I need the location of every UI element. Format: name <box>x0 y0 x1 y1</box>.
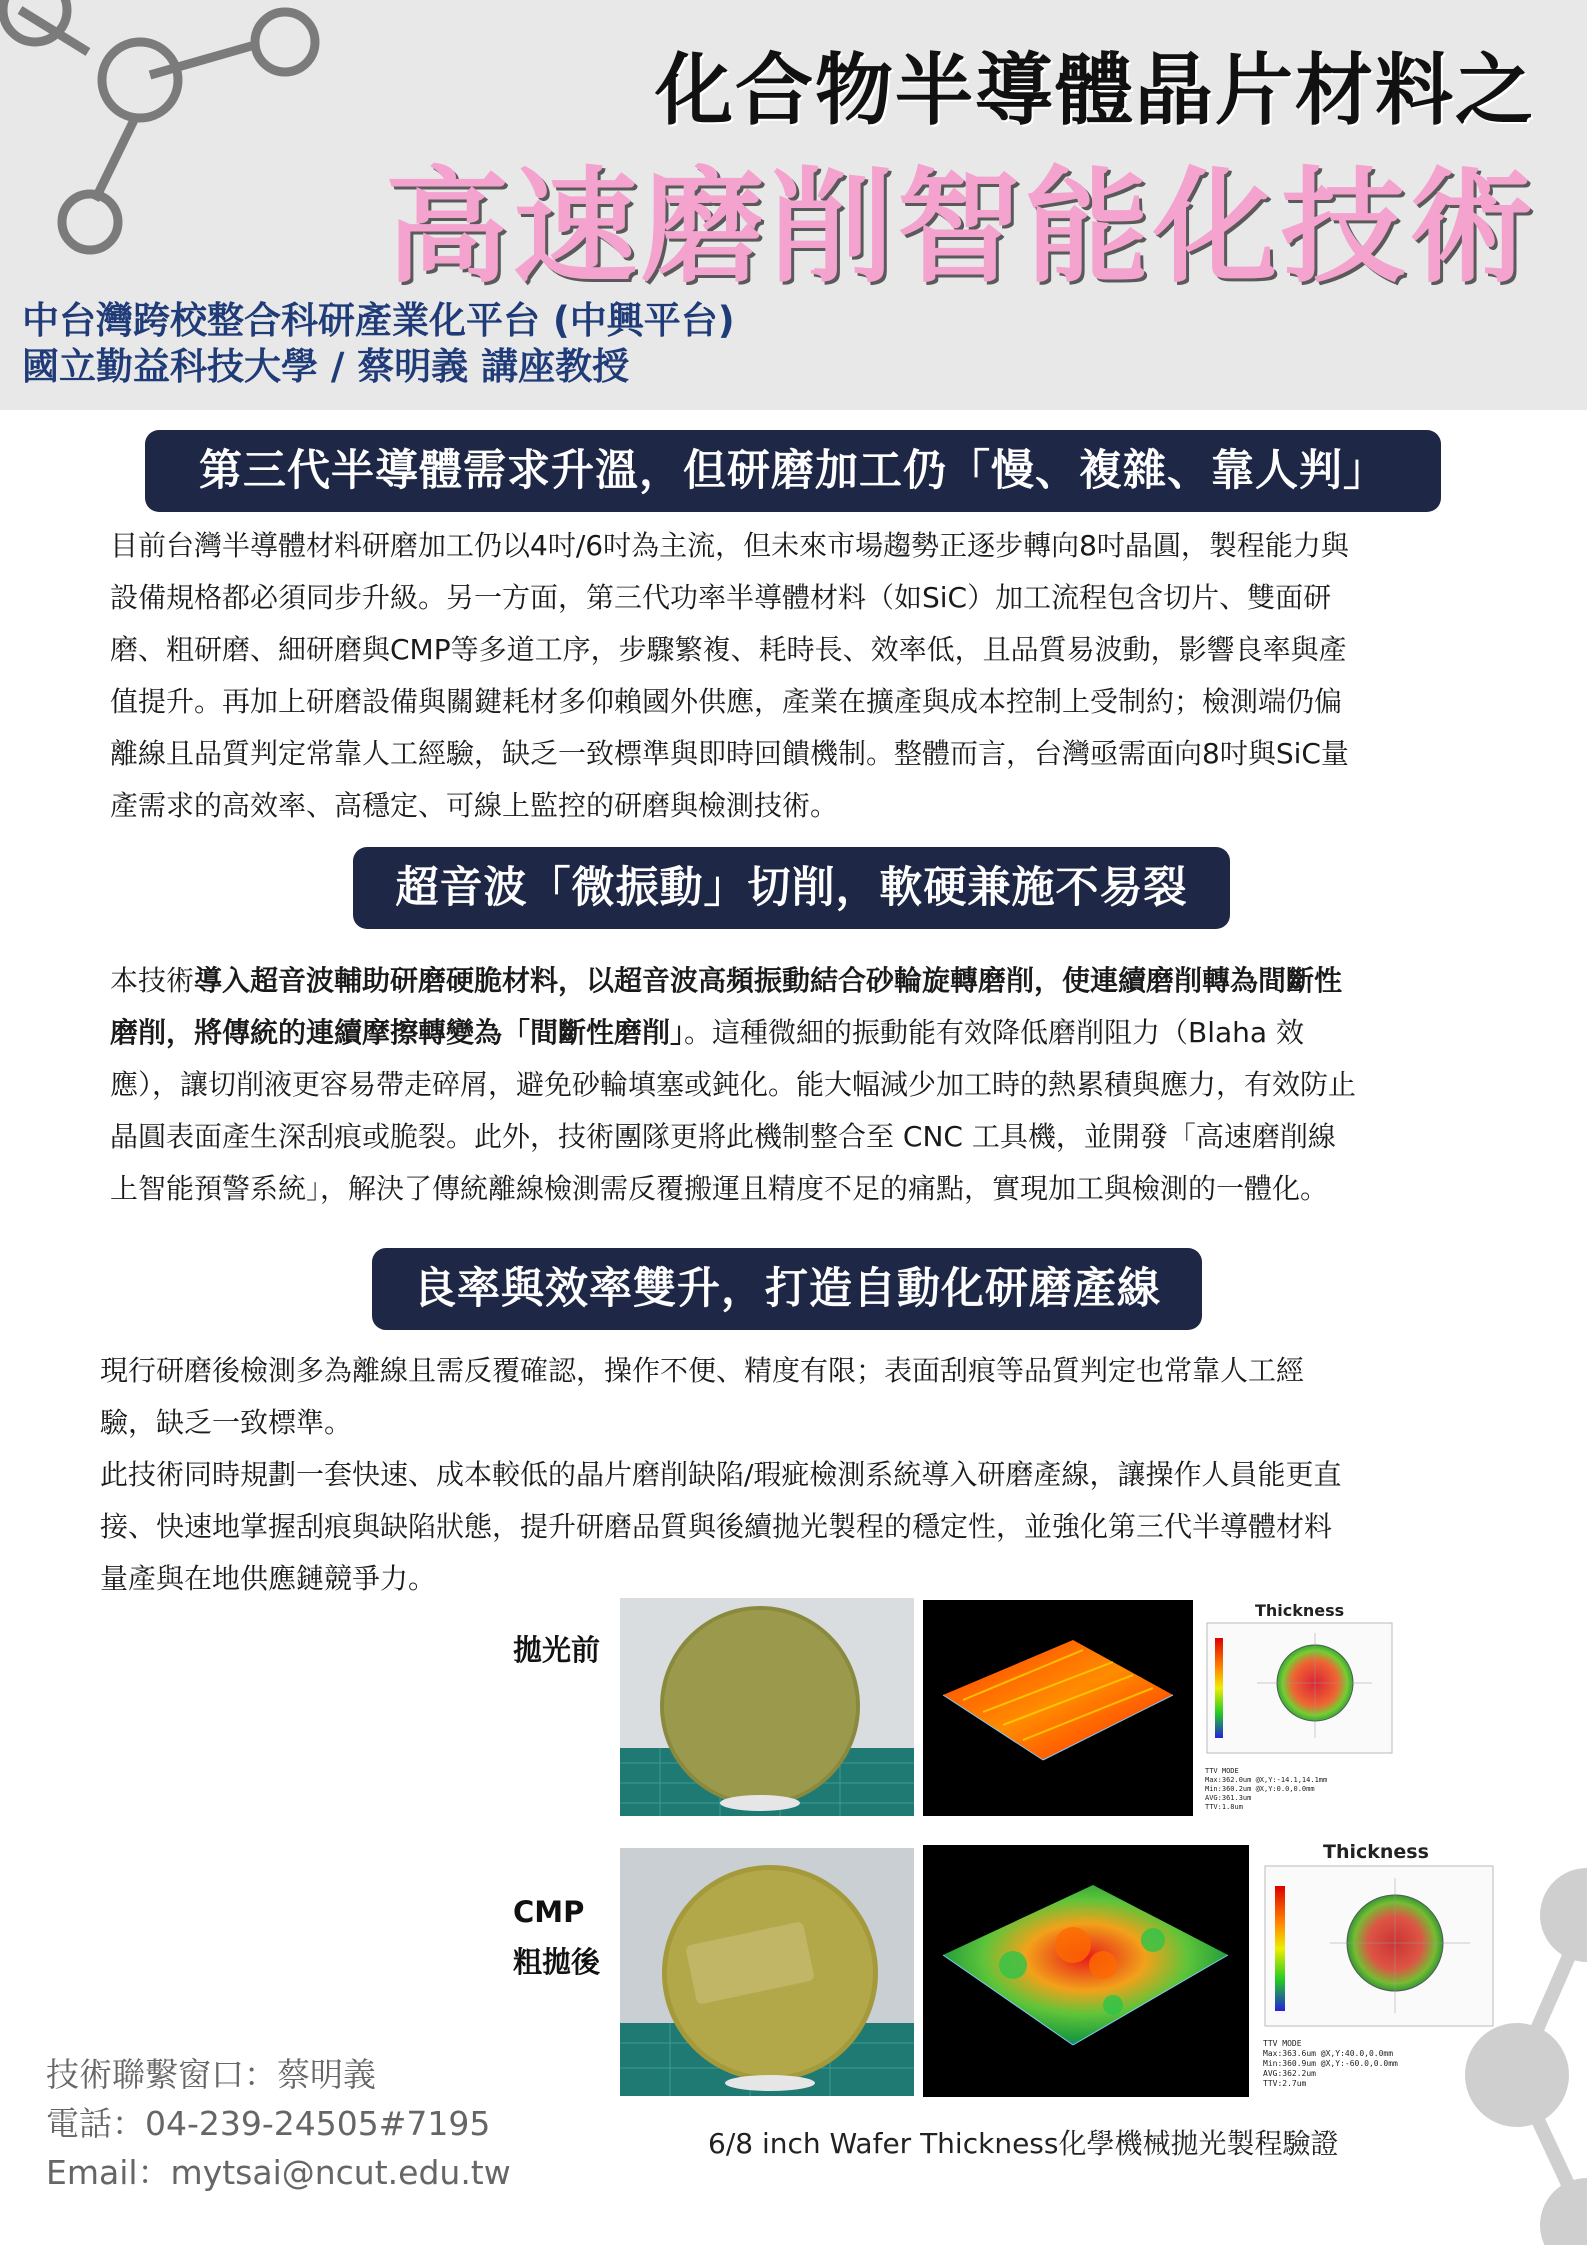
row-1-label: 拋光前 <box>513 1633 601 1667</box>
text-line: 上智能預警系統」，解決了傳統離線檢測需反覆搬運且精度不足的痛點，實現加工與檢測的一體化。 <box>110 1172 1329 1205</box>
org-line-2: 國立勤益科技大學 / 蔡明義 講座教授 <box>22 345 630 388</box>
text-line: 驗，缺乏一致標準。 <box>100 1406 353 1439</box>
wafer-photo-before <box>620 1598 914 1816</box>
organization <box>22 298 735 390</box>
bold-text: 磨削，將傳統的連續摩擦轉變為「間斷性磨削」 <box>110 1016 685 1049</box>
bold-text: 導入超音波輔助研磨硬脆材料，以超音波高頻振動結合砂輪旋轉磨削，使連續磨削轉為間斷性 <box>194 964 1343 997</box>
stat-line: Min:360.2um @X,Y:0.0,0.0mm <box>1205 1785 1315 1793</box>
figure-caption: 6/8 inch Wafer Thickness化學機械拋光製程驗證 <box>708 2127 1339 2160</box>
header-banner <box>0 0 1587 410</box>
text-line: 此技術同時規劃一套快速、成本較低的晶片磨削缺陷/瑕疵檢測系統導入研磨產線，讓操作人員能更直 <box>100 1458 1342 1491</box>
title-line-2: 高速磨削智能化技術 <box>384 156 1537 300</box>
text-line <box>110 955 1490 1007</box>
row-2-label-line-1: CMP <box>513 1895 585 1929</box>
text-segment: 。這種微細的振動能有效降低磨削阻力（Blaha 效 <box>684 1016 1304 1049</box>
text-line: 產需求的高效率、高穩定、可線上監控的研磨與檢測技術。 <box>110 789 839 822</box>
row-2-label <box>513 1887 600 1987</box>
text-line: 應），讓切削液更容易帶走碎屑，避免砂輪填塞或鈍化。能大幅減少加工時的熱累積與應力，有效防止 <box>110 1068 1357 1101</box>
section-3-heading: 良率與效率雙升，打造自動化研磨產線 <box>372 1248 1202 1330</box>
text-line: 目前台灣半導體材料研磨加工仍以4吋/6吋為主流，但未來市場趨勢正逐步轉向8吋晶圓，製程能力與 <box>110 529 1349 562</box>
row-2-label-line-2: 粗拋後 <box>513 1945 601 1979</box>
chart-title: Thickness <box>1255 1601 1345 1620</box>
contact-phone: 電話：04-239-24505#7195 <box>46 2104 491 2143</box>
contact-window: 技術聯繫窗口：蔡明義 <box>46 2055 376 2094</box>
stat-line: AVG:362.2um <box>1263 2069 1316 2078</box>
molecule-icon <box>0 0 330 260</box>
corner-molecule-icon <box>1437 1845 1587 2245</box>
stat-line: Min:360.9um @X,Y:-60.0,0.0mm <box>1263 2059 1398 2068</box>
surface-map-after-cmp <box>923 1845 1249 2097</box>
stat-line: AVG:361.3um <box>1205 1794 1252 1802</box>
text-line: 晶圓表面產生深刮痕或脆裂。此外，技術團隊更將此機制整合至 CNC 工具機，並開發「高速磨削線 <box>110 1120 1336 1153</box>
text-line: 現行研磨後檢測多為離線且需反覆確認，操作不便、精度有限；表面刮痕等品質判定也常靠人工經 <box>100 1354 1305 1387</box>
section-2-heading: 超音波「微振動」切削，軟硬兼施不易裂 <box>353 847 1230 929</box>
stat-line: TTV MODE <box>1205 1767 1239 1775</box>
section-3-body <box>100 1345 1500 1605</box>
section-1-body <box>110 520 1490 832</box>
text-line: 接、快速地掌握刮痕與缺陷狀態，提升研磨品質與後續拋光製程的穩定性，並強化第三代半導體材料 <box>100 1510 1333 1543</box>
surface-map-before <box>923 1600 1193 1816</box>
stat-line: TTV MODE <box>1263 2039 1302 2048</box>
section-2-body <box>110 955 1490 1215</box>
text-line <box>110 1007 1490 1059</box>
text-line: 量產與在地供應鏈競爭力。 <box>100 1562 437 1595</box>
stat-line: TTV:1.8um <box>1205 1803 1243 1811</box>
wafer-photo-after-cmp <box>620 1848 914 2096</box>
stat-line: TTV:2.7um <box>1263 2079 1307 2088</box>
stat-line: Max:362.0um @X,Y:-14.1,14.1mm <box>1205 1776 1328 1784</box>
title-line-1: 化合物半導體晶片材料之 <box>654 46 1535 136</box>
text-segment: 本技術 <box>110 964 195 997</box>
text-line: 磨、粗研磨、細研磨與CMP等多道工序，步驟繁複、耗時長、效率低，且品質易波動，影響良率與產 <box>110 633 1347 666</box>
chart-title: Thickness <box>1323 1841 1429 1863</box>
org-line-1: 中台灣跨校整合科研產業化平台 (中興平台) <box>22 299 735 342</box>
section-1-heading: 第三代半導體需求升溫，但研磨加工仍「慢、複雜、靠人判」 <box>145 430 1441 512</box>
text-line: 設備規格都必須同步升級。另一方面，第三代功率半導體材料（如SiC）加工流程包含切片、雙面研 <box>110 581 1332 614</box>
contact-email[interactable]: Email：mytsai@ncut.edu.tw <box>46 2153 511 2192</box>
thickness-chart-before <box>1197 1598 1397 1820</box>
text-line: 值提升。再加上研磨設備與關鍵耗材多仰賴國外供應，產業在擴產與成本控制上受制約；檢測端仍偏 <box>110 685 1343 718</box>
text-line: 離線且品質判定常靠人工經驗，缺乏一致標準與即時回饋機制。整體而言，台灣亟需面向8吋與SiC量 <box>110 737 1349 770</box>
contact-info <box>46 2050 511 2197</box>
stat-line: Max:363.6um @X,Y:40.0,0.0mm <box>1263 2049 1394 2058</box>
